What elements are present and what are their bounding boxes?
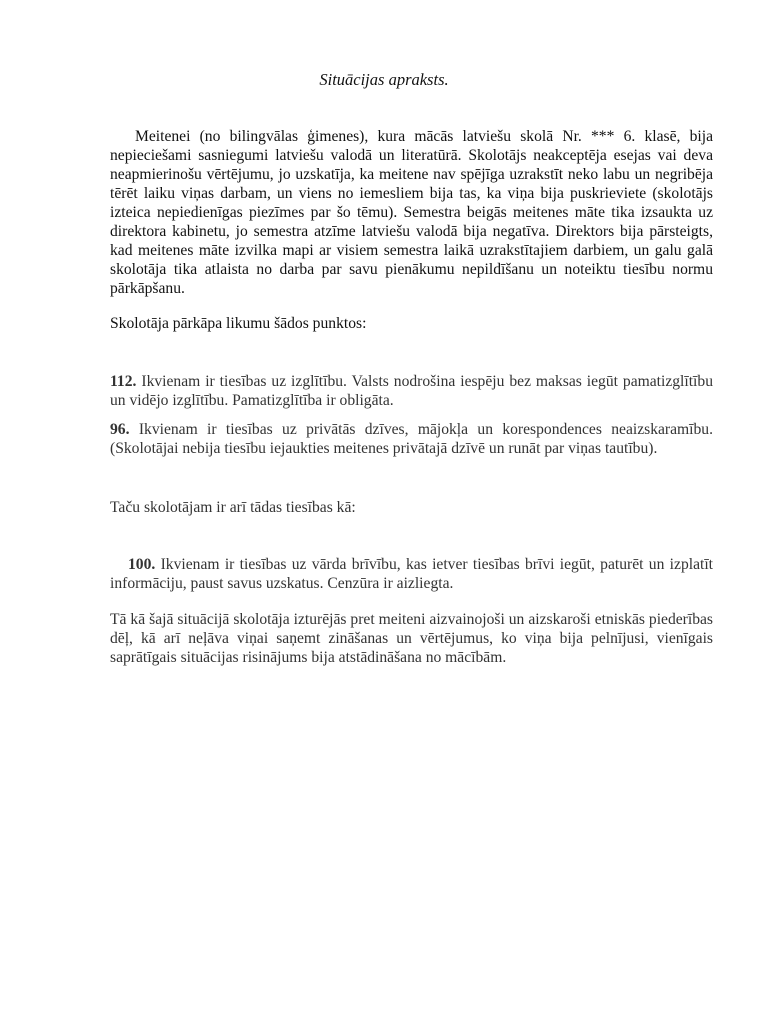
violations-lead: Skolotāja pārkāpa likumu šādos punktos: bbox=[110, 315, 367, 332]
article-number: 100. bbox=[128, 556, 156, 573]
article-text: Ikvienam ir tiesības uz vārda brīvību, kas ietver tiesības brīvi iegūt, paturēt un izplatīt informāciju, paust savus uzskatus. Cenzūra ir aizliegta. bbox=[110, 556, 713, 592]
article-112 bbox=[110, 372, 713, 410]
article-96 bbox=[110, 420, 713, 458]
conclusion-paragraph: Tā kā šajā situācijā skolotāja izturējās pret meiteni aizvainojoši un aizskaroši etniskās piederības dēļ, kā arī neļāva viņai saņemt zināšanas un vērtējumus, ko viņa bija pelnījusi, vienīgais saprātīgais situācijas risinājums bija atstādināšana no mācībām. bbox=[110, 611, 713, 666]
article-number: 96. bbox=[110, 421, 130, 438]
article-text: Ikvienam ir tiesības uz privātās dzīves, mājokļa un korespondences neaizskaramību. (Skolotājai nebija tiesību iejaukties meitenes privātajā dzīvē un runāt par viņas tautību). bbox=[110, 421, 713, 457]
intro-paragraph: Meitenei (no bilingvālas ģimenes), kura mācās latviešu skolā Nr. *** 6. klasē, bija nepieciešami sasniegumi latviešu valodā un literatūrā. Skolotājs neakceptēja esejas vai deva neapmierinošu vērtējumu, jo uzskatīja, ka meitene nav spējīga uzrakstīt neko labu un negribēja tērēt laiku viņas darbam, un viens no iemesliem bija tas, ka viņa bija puskrieviete (skolotājs izteica nepiedienīgas piezīmes par šo tēmu). Semestra beigās meitenes māte tika izsaukta uz direktora kabinetu, jo semestra atzīme latviešu valodā bija negatīva. Direktors bija pārsteigts, kad meitenes māte izvilka mapi ar visiem semestra laikā uzrakstītajiem darbiem, un galu galā skolotāja tika atlaista no darba par savu pienākumu nepildīšanu un noteiktu tiesību normu pārkāpšanu. bbox=[110, 128, 713, 297]
document-title: Situācijas apraksts. bbox=[319, 70, 449, 89]
article-number: 112. bbox=[110, 373, 137, 390]
rights-lead: Taču skolotājam ir arī tādas tiesības kā: bbox=[110, 499, 356, 516]
article-100 bbox=[110, 555, 713, 593]
article-text: Ikvienam ir tiesības uz izglītību. Valsts nodrošina iespēju bez maksas iegūt pamatizglītību un vidējo izglītību. Pamatizglītība ir obligāta. bbox=[110, 373, 713, 409]
